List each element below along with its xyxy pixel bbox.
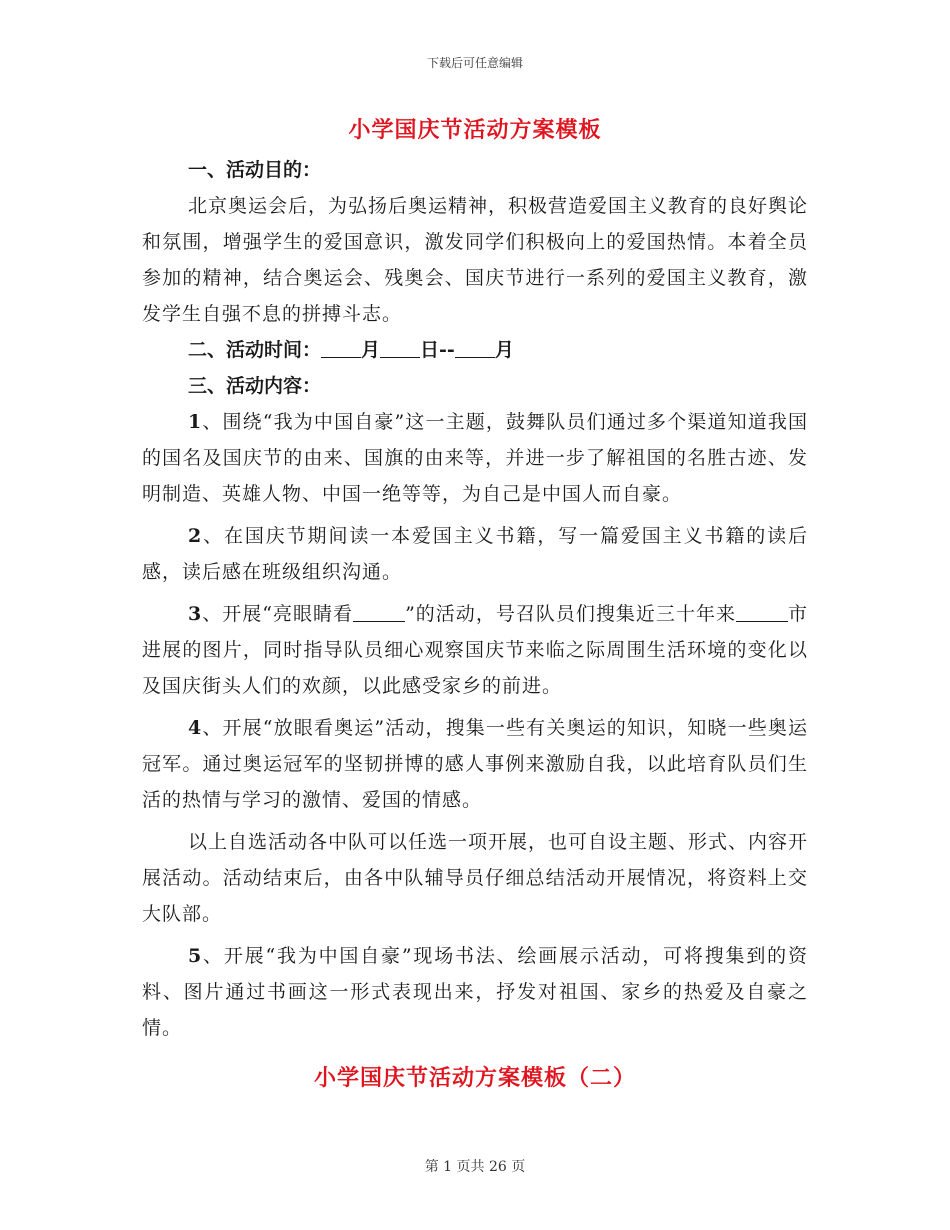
document-title: 小学国庆节活动方案模板	[348, 117, 602, 143]
item-number: 1	[188, 411, 203, 433]
time-day: 日--	[420, 339, 455, 361]
item-text-part-c: 市进展的图片，同时指导队员细心观察国庆节来临之际周围生活环境的变化以及国庆街头人们的欢颜，以此感受家乡的前进。	[142, 603, 808, 697]
item-number: 3	[188, 603, 203, 625]
time-month-start: 月	[361, 339, 381, 361]
item-text: 、开展“我为中国自豪”现场书法、绘画展示活动，可将搜集到的资料、图片通过书画这一形式表现出来，抒发对祖国、家乡的热爱及自豪之情。	[142, 945, 808, 1039]
blank-line	[380, 337, 420, 358]
paragraph-purpose: 北京奥运会后，为弘扬后奥运精神，积极营造爱国主义教育的良好舆论和氛围，增强学生的爱国意识，激发同学们积极向上的爱国热情。本着全员参加的精神，结合奥运会、残奥会、国庆节进行一系列的爱国主义教育，激发学生自强不息的拼搏斗志。	[142, 195, 809, 325]
item-text: 、开展“放眼看奥运”活动，搜集一些有关奥运的知识，知晓一些奥运冠军。通过奥运冠军的坚韧拼博的感人事例来激励自我，以此培育队员们生活的热情与学习的激情、爱国的情感。	[142, 717, 808, 811]
item-text: 、在国庆节期间读一本爱国主义书籍，写一篇爱国主义书籍的读后感，读后感在班级组织沟通。	[142, 525, 808, 583]
section-heading-time	[142, 332, 808, 368]
blank-line	[353, 601, 405, 622]
section-heading-purpose: 一、活动目的：	[188, 159, 322, 181]
item-text: 、围绕“我为中国自豪”这一主题，鼓舞队员们通过多个渠道知道我国的国名及国庆节的由来、国旗的由来等，并进一步了解祖国的名胜古迹、发明制造、英雄人物、中国一绝等等，为自己是中国人而自豪。	[142, 411, 808, 505]
blank-line	[321, 337, 361, 358]
list-item-4	[142, 710, 808, 818]
section-title-2: 小学国庆节活动方案模板（二）	[313, 1065, 636, 1091]
time-month-end: 月	[494, 339, 514, 361]
list-item-2	[142, 518, 808, 590]
time-label: 二、活动时间：	[188, 339, 322, 361]
item-text-part-b: ”的活动，号召队员们搜集近三十年来	[405, 603, 736, 625]
section-heading-content: 三、活动内容：	[188, 375, 322, 397]
blank-line	[736, 601, 788, 622]
list-item-3	[142, 596, 808, 704]
list-item-1	[142, 404, 808, 512]
list-item-5	[142, 938, 808, 1046]
item-number: 2	[188, 525, 203, 547]
item-number: 5	[188, 945, 203, 967]
paragraph-note: 以上自选活动各中队可以任选一项开展，也可自设主题、形式、内容开展活动。活动结束后，由各中队辅导员仔细总结活动开展情况，将资料上交大队部。	[142, 831, 809, 925]
page-footer: 第 1 页共 26 页	[424, 1159, 526, 1175]
blank-line	[455, 337, 495, 358]
item-text-part-a: 、开展“亮眼睛看	[202, 603, 354, 625]
document-body	[142, 108, 808, 1100]
item-number: 4	[188, 717, 203, 739]
page-header: 下载后可任意编辑	[426, 56, 523, 70]
